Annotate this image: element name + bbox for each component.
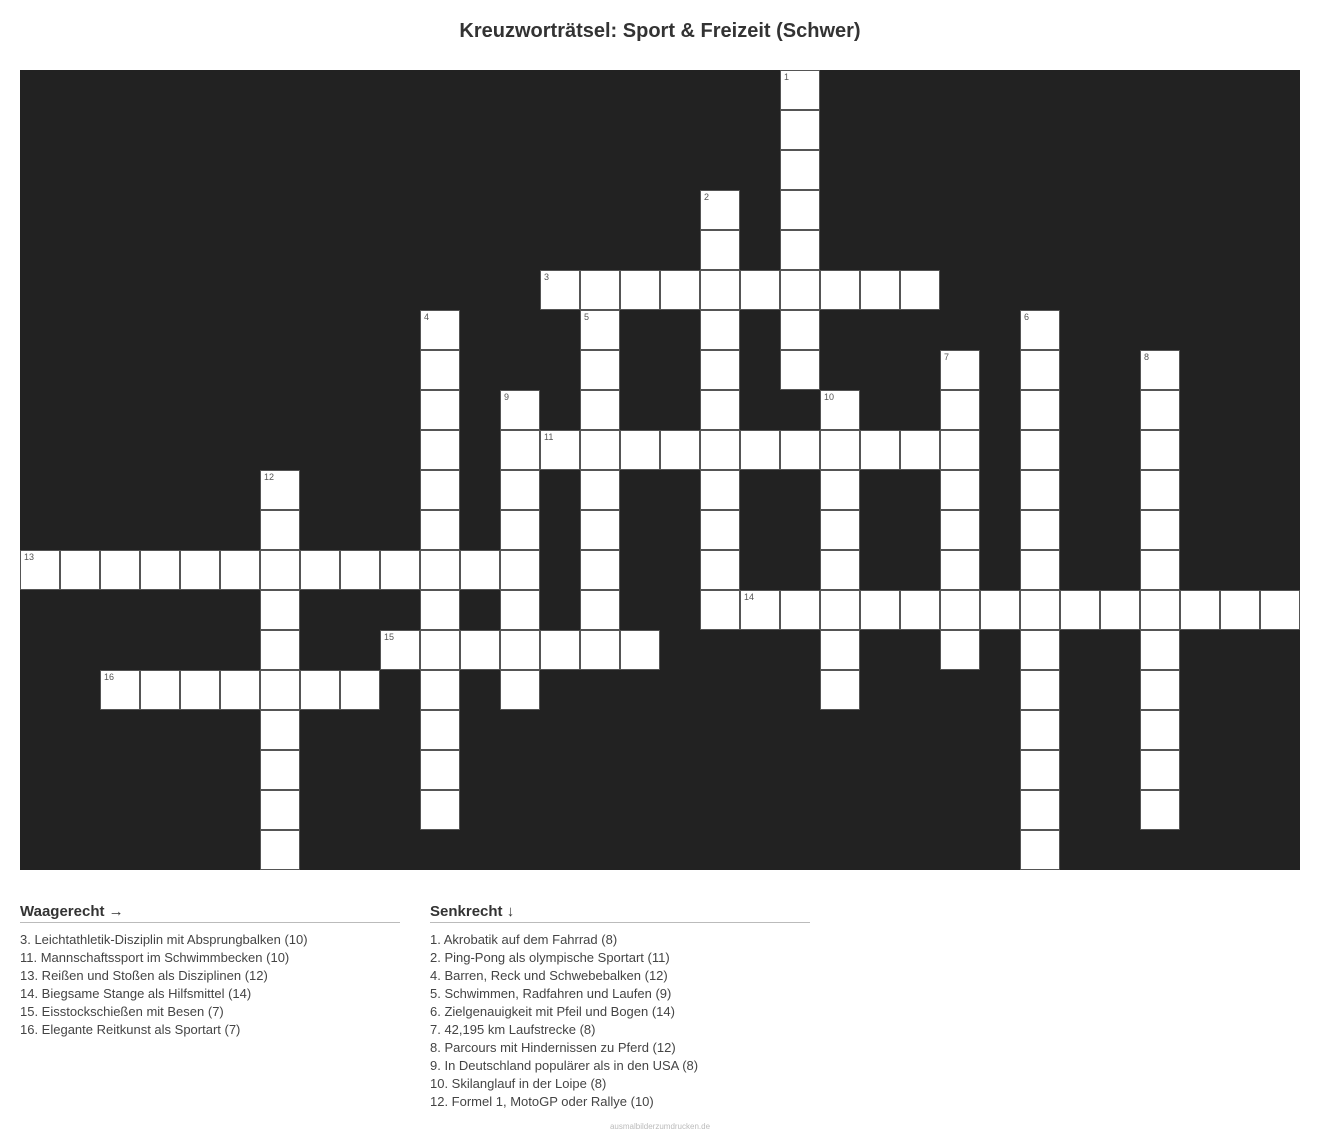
crossword-cell[interactable] (380, 630, 420, 670)
footer-credit: ausmalbilderzumdrucken.de (609, 1122, 711, 1131)
down-clue: 2. Ping-Pong als olympische Sportart (11) (430, 950, 670, 965)
crossword-cell[interactable] (300, 550, 340, 590)
crossword-cell[interactable] (860, 590, 900, 630)
crossword-cell[interactable] (1020, 350, 1060, 390)
crossword-cell[interactable] (820, 390, 860, 430)
crossword-cell[interactable] (380, 550, 420, 590)
crossword-cell[interactable] (420, 630, 460, 670)
crossword-cell[interactable] (260, 510, 300, 550)
crossword-cell[interactable] (940, 510, 980, 550)
crossword-cell[interactable] (260, 790, 300, 830)
crossword-cell[interactable] (540, 430, 580, 470)
crossword-cell[interactable] (1020, 830, 1060, 870)
crossword-cell[interactable] (260, 750, 300, 790)
crossword-cell[interactable] (500, 550, 540, 590)
crossword-cell[interactable] (700, 350, 740, 390)
crossword-cell[interactable] (780, 150, 820, 190)
crossword-cell[interactable] (500, 630, 540, 670)
crossword-cell[interactable] (460, 550, 500, 590)
crossword-cell[interactable] (1100, 590, 1140, 630)
crossword-cell[interactable] (220, 550, 260, 590)
down-clue: 5. Schwimmen, Radfahren und Laufen (9) (430, 986, 672, 1001)
crossword-cell[interactable] (460, 630, 500, 670)
crossword-cell[interactable] (1020, 430, 1060, 470)
clue-number: 4 (424, 312, 430, 322)
crossword-cell[interactable] (420, 470, 460, 510)
crossword-cell[interactable] (1140, 590, 1180, 630)
crossword-cell[interactable] (580, 430, 620, 470)
across-clue-list (20, 931, 400, 1039)
crossword-cell[interactable] (700, 430, 740, 470)
crossword-cell[interactable] (580, 630, 620, 670)
crossword-cell[interactable] (700, 470, 740, 510)
crossword-cell[interactable] (1260, 590, 1300, 630)
across-clue: 16. Elegante Reitkunst als Sportart (7) (20, 1022, 241, 1037)
crossword-cell[interactable] (940, 590, 980, 630)
crossword-cell[interactable] (580, 270, 620, 310)
crossword-cell[interactable] (700, 510, 740, 550)
clue-number: 6 (1024, 312, 1030, 322)
crossword-cell[interactable] (780, 230, 820, 270)
crossword-cell[interactable] (940, 630, 980, 670)
crossword-cell[interactable] (620, 270, 660, 310)
across-clue: 15. Eisstockschießen mit Besen (7) (20, 1004, 224, 1019)
crossword-cell[interactable] (500, 510, 540, 550)
crossword-cell[interactable] (500, 470, 540, 510)
clue-number: 16 (104, 672, 115, 682)
down-clue: 12. Formel 1, MotoGP oder Rallye (10) (430, 1094, 654, 1109)
crossword-cell[interactable] (900, 270, 940, 310)
crossword-cell[interactable] (60, 550, 100, 590)
crossword-cell[interactable] (820, 670, 860, 710)
crossword-cell[interactable] (1140, 510, 1180, 550)
crossword-cell[interactable] (1020, 390, 1060, 430)
crossword-cell[interactable] (580, 350, 620, 390)
crossword-cell[interactable] (500, 430, 540, 470)
across-clue: 13. Reißen und Stoßen als Disziplinen (12) (20, 968, 268, 983)
across-clue: 14. Biegsame Stange als Hilfsmittel (14) (20, 986, 252, 1001)
crossword-cell[interactable] (420, 670, 460, 710)
clue-number: 15 (384, 632, 395, 642)
down-clue: 7. 42,195 km Laufstrecke (8) (430, 1022, 596, 1037)
crossword-cell[interactable] (140, 670, 180, 710)
crossword-cell[interactable] (780, 350, 820, 390)
crossword-cell[interactable] (500, 670, 540, 710)
clue-number: 5 (584, 312, 590, 322)
crossword-cell[interactable] (420, 350, 460, 390)
crossword-cell[interactable] (540, 630, 580, 670)
clue-number: 9 (504, 392, 510, 402)
across-heading: Waagerecht → (20, 902, 400, 923)
crossword-cell[interactable] (1180, 590, 1220, 630)
crossword-cell[interactable] (420, 710, 460, 750)
crossword-cell[interactable] (1020, 470, 1060, 510)
crossword-cell[interactable] (940, 390, 980, 430)
crossword-cell[interactable] (820, 630, 860, 670)
crossword-cell[interactable] (1020, 310, 1060, 350)
crossword-cell[interactable] (620, 430, 660, 470)
crossword-cell[interactable] (580, 550, 620, 590)
crossword-cell[interactable] (260, 550, 300, 590)
page-title: Kreuzworträtsel: Sport & Freizeit (Schwer) (459, 20, 861, 42)
down-clue: 8. Parcours mit Hindernissen zu Pferd (12) (430, 1040, 676, 1055)
crossword-cell[interactable] (740, 270, 780, 310)
crossword-cell[interactable] (820, 510, 860, 550)
clue-number: 11 (544, 432, 554, 442)
crossword-cell[interactable] (420, 590, 460, 630)
crossword-cell[interactable] (1140, 470, 1180, 510)
across-clues (20, 902, 400, 1039)
down-clue: 6. Zielgenauigkeit mit Pfeil und Bogen (14) (430, 1004, 675, 1019)
crossword-cell[interactable] (580, 590, 620, 630)
crossword-cell[interactable] (1140, 430, 1180, 470)
across-clue: 3. Leichtathletik-Disziplin mit Absprungbalken (10) (20, 932, 308, 947)
clue-number: 2 (704, 192, 710, 202)
down-clue-list (430, 931, 810, 1111)
crossword-cell[interactable] (1020, 750, 1060, 790)
clue-number: 3 (544, 272, 550, 282)
crossword-cell[interactable] (1060, 590, 1100, 630)
crossword-grid (20, 70, 1300, 870)
crossword-cell[interactable] (260, 470, 300, 510)
crossword-cell[interactable] (1020, 630, 1060, 670)
crossword-cell[interactable] (500, 390, 540, 430)
crossword-cell[interactable] (980, 590, 1020, 630)
crossword-cell[interactable] (700, 590, 740, 630)
crossword-cell[interactable] (420, 750, 460, 790)
crossword-cell[interactable] (100, 670, 140, 710)
crossword-cell[interactable] (820, 470, 860, 510)
clue-number: 7 (944, 352, 950, 362)
crossword-cell[interactable] (700, 550, 740, 590)
crossword-cell[interactable] (420, 310, 460, 350)
crossword-cell[interactable] (820, 590, 860, 630)
crossword-cell[interactable] (300, 670, 340, 710)
down-heading: Senkrecht ↓ (430, 902, 810, 923)
crossword-cell[interactable] (700, 390, 740, 430)
crossword-cell[interactable] (260, 630, 300, 670)
across-clue: 11. Mannschaftssport im Schwimmbecken (10) (20, 950, 290, 965)
crossword-cell[interactable] (220, 670, 260, 710)
clue-number: 8 (1144, 352, 1150, 362)
crossword-cell[interactable] (420, 550, 460, 590)
crossword-cell[interactable] (820, 270, 860, 310)
clue-number: 12 (264, 472, 275, 482)
crossword-cell[interactable] (540, 270, 580, 310)
crossword-cell[interactable] (780, 430, 820, 470)
crossword-cell[interactable] (660, 270, 700, 310)
crossword-cell[interactable] (140, 550, 180, 590)
crossword-cell[interactable] (260, 710, 300, 750)
crossword-cell[interactable] (700, 230, 740, 270)
crossword-cell[interactable] (820, 430, 860, 470)
crossword-cell[interactable] (1020, 510, 1060, 550)
crossword-cell[interactable] (1220, 590, 1260, 630)
crossword-cell[interactable] (700, 190, 740, 230)
clue-number: 13 (24, 552, 35, 562)
crossword-cell[interactable] (940, 470, 980, 510)
crossword-cell[interactable] (580, 310, 620, 350)
crossword-cell[interactable] (420, 430, 460, 470)
crossword-cell[interactable] (820, 550, 860, 590)
crossword-cell[interactable] (1020, 670, 1060, 710)
crossword-cell[interactable] (1020, 790, 1060, 830)
crossword-cell[interactable] (1140, 350, 1180, 390)
down-clues (430, 902, 810, 1111)
crossword-cell[interactable] (940, 430, 980, 470)
crossword-cell[interactable] (940, 550, 980, 590)
crossword-cell[interactable] (260, 670, 300, 710)
clue-number: 14 (744, 592, 755, 602)
crossword-cell[interactable] (580, 390, 620, 430)
down-clue: 1. Akrobatik auf dem Fahrrad (8) (430, 932, 618, 947)
crossword-cell[interactable] (780, 190, 820, 230)
crossword-cell[interactable] (340, 550, 380, 590)
crossword-cell[interactable] (780, 110, 820, 150)
crossword-cell[interactable] (620, 630, 660, 670)
crossword-cell[interactable] (580, 470, 620, 510)
crossword-cell[interactable] (780, 270, 820, 310)
crossword-cell[interactable] (1020, 710, 1060, 750)
crossword-cell[interactable] (420, 510, 460, 550)
down-clue: 9. In Deutschland populärer als in den USA (8) (430, 1058, 699, 1073)
crossword-cell[interactable] (1020, 590, 1060, 630)
crossword-cell[interactable] (180, 670, 220, 710)
crossword-cell[interactable] (500, 590, 540, 630)
down-clue: 10. Skilanglauf in der Loipe (8) (430, 1076, 607, 1091)
crossword-cell[interactable] (1140, 630, 1180, 670)
crossword-cell[interactable] (780, 310, 820, 350)
crossword-cell[interactable] (860, 270, 900, 310)
crossword-cell[interactable] (420, 390, 460, 430)
crossword-cell[interactable] (420, 790, 460, 830)
down-clue: 4. Barren, Reck und Schwebebalken (12) (430, 968, 668, 983)
crossword-cell[interactable] (700, 310, 740, 350)
crossword-cell[interactable] (260, 830, 300, 870)
crossword-cell[interactable] (1020, 550, 1060, 590)
crossword-cell[interactable] (900, 590, 940, 630)
crossword-cell[interactable] (780, 70, 820, 110)
crossword-cell[interactable] (700, 270, 740, 310)
crossword-cell[interactable] (1140, 390, 1180, 430)
crossword-cell[interactable] (1140, 710, 1180, 750)
crossword-cell[interactable] (580, 510, 620, 550)
crossword-cell[interactable] (1140, 550, 1180, 590)
crossword-cell[interactable] (660, 430, 700, 470)
crossword-cell[interactable] (940, 350, 980, 390)
clue-number: 10 (824, 392, 835, 402)
crossword-cell[interactable] (1140, 750, 1180, 790)
crossword-cell[interactable] (180, 550, 220, 590)
crossword-cell[interactable] (340, 670, 380, 710)
crossword-cell[interactable] (100, 550, 140, 590)
crossword-cell[interactable] (1140, 670, 1180, 710)
crossword-cell[interactable] (900, 430, 940, 470)
crossword-cell[interactable] (740, 430, 780, 470)
crossword-cell[interactable] (860, 430, 900, 470)
crossword-cell[interactable] (740, 590, 780, 630)
crossword-cell[interactable] (780, 590, 820, 630)
crossword-cell[interactable] (1140, 790, 1180, 830)
clue-number: 1 (784, 72, 790, 82)
crossword-cell[interactable] (260, 590, 300, 630)
crossword-cell[interactable] (20, 550, 60, 590)
